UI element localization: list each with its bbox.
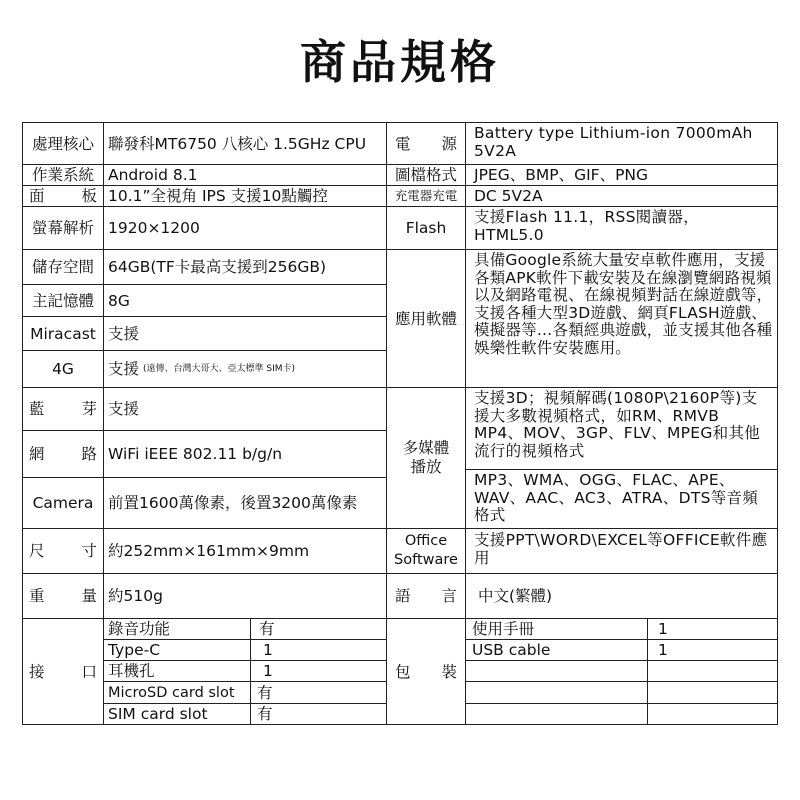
- network-label: [22, 430, 104, 478]
- ports-label-b: 口: [81, 662, 97, 681]
- language-label-b: 言: [441, 587, 457, 605]
- storage-value: 64GB(TF卡最高支援到256GB): [103, 249, 387, 285]
- camera-value: 前置1600萬像素，後置3200萬像素: [103, 477, 387, 529]
- multimedia-video: 支援3D；視頻解碼(1080P\2160P等)支援大多數視頻格式，如RM、RMVB MP4、MOV、3GP、FLV、MPEG和其他流行的視頻格式: [465, 387, 778, 470]
- resolution-label: 螢幕解析: [22, 206, 104, 250]
- package-label-a: 包: [395, 662, 411, 681]
- package-label-b: 裝: [441, 662, 457, 681]
- memory-value: 8G: [103, 284, 387, 317]
- port-name: MicroSD card slot: [103, 681, 251, 704]
- port-name: 耳機孔: [103, 660, 251, 682]
- power-label-b: 源: [441, 134, 457, 153]
- port-name: Type-C: [103, 639, 251, 661]
- language-label: [386, 573, 466, 619]
- weight-label-a: 重: [29, 587, 45, 605]
- bluetooth-label-a: 藍: [29, 400, 45, 418]
- image-format-value: JPEG、BMP、GIF、PNG: [465, 164, 778, 186]
- language-label-a: 語: [395, 587, 411, 605]
- network-value: WiFi iEEE 802.11 b/g/n: [103, 430, 387, 478]
- os-label: 作業系統: [22, 164, 104, 186]
- lte-label: 4G: [22, 350, 104, 388]
- size-value: 約252mm×161mm×9mm: [103, 528, 387, 574]
- office-label-a: Office: [404, 533, 448, 549]
- multimedia-label: [386, 387, 466, 529]
- port-name: 錄音功能: [103, 618, 251, 640]
- multimedia-label-a: 多媒體: [402, 439, 450, 457]
- miracast-value: 支援: [103, 316, 387, 351]
- port-value: 1: [250, 639, 387, 661]
- lte-note: (遠傳、台灣大哥大、亞太標準 SIM卡): [143, 364, 296, 374]
- os-value: Android 8.1: [103, 164, 387, 186]
- office-label: [386, 528, 466, 574]
- bluetooth-value: 支援: [103, 387, 387, 431]
- package-item-name: [465, 660, 648, 682]
- package-item-qty: 1: [647, 618, 778, 640]
- charger-label: 充電器充電: [386, 185, 466, 207]
- power-label-a: 電: [395, 134, 411, 153]
- size-label: [22, 528, 104, 574]
- charger-value: DC 5V2A: [465, 185, 778, 207]
- port-value: 有: [250, 703, 387, 725]
- port-value: 有: [250, 681, 387, 704]
- multimedia-audio: MP3、WMA、OGG、FLAC、APE、WAV、AAC、AC3、ATRA、DTS等音頻格式: [465, 469, 778, 529]
- ports-label-a: 接: [29, 662, 45, 681]
- panel-label-b: 板: [81, 187, 97, 205]
- size-label-b: 寸: [81, 542, 97, 560]
- package-item-qty: [647, 681, 778, 704]
- package-item-name: [465, 703, 648, 725]
- cpu-value: 聯發科MT6750 八核心 1.5GHz CPU: [103, 122, 387, 165]
- office-label-b: Software: [394, 552, 458, 568]
- camera-label: Camera: [22, 477, 104, 529]
- package-item-qty: [647, 660, 778, 682]
- network-label-a: 網: [29, 445, 45, 463]
- ports-label: [22, 618, 104, 725]
- weight-value: 約510g: [103, 573, 387, 619]
- office-value: 支援PPT\WORD\EXCEL等OFFICE軟件應用: [465, 528, 778, 574]
- package-item-qty: [647, 703, 778, 725]
- power-value: Battery type Lithium-ion 7000mAh 5V2A: [465, 122, 778, 165]
- port-value: 1: [250, 660, 387, 682]
- apps-label: 應用軟體: [386, 249, 466, 388]
- weight-label-b: 量: [81, 587, 97, 605]
- port-name: SIM card slot: [103, 703, 251, 725]
- bluetooth-label: [22, 387, 104, 431]
- panel-label-a: 面: [29, 187, 45, 205]
- power-label: [386, 122, 466, 165]
- flash-value: 支援Flash 11.1，RSS閱讀器，HTML5.0: [465, 206, 778, 250]
- weight-label: [22, 573, 104, 619]
- package-item-qty: 1: [647, 639, 778, 661]
- package-label: [386, 618, 466, 725]
- flash-label: Flash: [386, 206, 466, 250]
- panel-value: 10.1”全視角 IPS 支援10點觸控: [103, 185, 387, 207]
- port-value: 有: [250, 618, 387, 640]
- image-format-label: 圖檔格式: [386, 164, 466, 186]
- multimedia-label-b: 播放: [410, 458, 442, 476]
- memory-label: 主記憶體: [22, 284, 104, 317]
- page-title: 商品規格: [300, 35, 500, 89]
- storage-label: 儲存空間: [22, 249, 104, 285]
- cpu-label: 處理核心: [22, 122, 104, 165]
- resolution-value: 1920×1200: [103, 206, 387, 250]
- size-label-a: 尺: [29, 542, 45, 560]
- panel-label: [22, 185, 104, 207]
- package-item-name: USB cable: [465, 639, 648, 661]
- language-value: 中文(繁體): [465, 573, 778, 619]
- lte-support: 支援: [108, 360, 140, 378]
- network-label-b: 路: [81, 445, 97, 463]
- lte-value: [103, 350, 387, 388]
- bluetooth-label-b: 芽: [81, 400, 97, 418]
- apps-value: 具備Google系統大量安卓軟件應用，支援各類APK軟件下載安裝及在線瀏覽網路視頻以及網路電視、在線視頻對話在線遊戲等，支援各種大型3D遊戲、網頁FLASH遊戲、模擬器等…各類經典遊戲，並支援其他各種娛樂性軟件安裝應用。: [465, 249, 778, 388]
- miracast-label: Miracast: [22, 316, 104, 351]
- package-item-name: [465, 681, 648, 704]
- package-item-name: 使用手冊: [465, 618, 648, 640]
